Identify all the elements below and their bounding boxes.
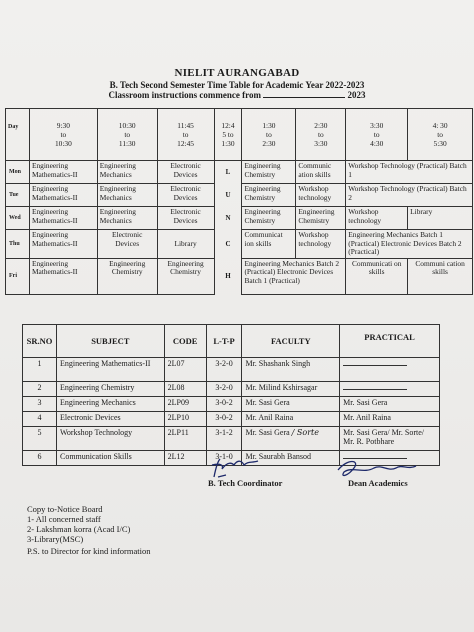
table-row bbox=[23, 358, 440, 382]
day-label: Tue bbox=[6, 184, 30, 207]
slot-end: 12:45 bbox=[177, 139, 194, 148]
subject-code: 2LP11 bbox=[164, 427, 206, 451]
class-cell: Library bbox=[408, 207, 473, 230]
class-cell: Library bbox=[157, 230, 214, 259]
class-cell: Electronic Devices bbox=[97, 230, 157, 259]
col-code: CODE bbox=[164, 325, 206, 358]
sr-no: 6 bbox=[23, 451, 57, 466]
slot-header-3 bbox=[157, 109, 214, 161]
lunch-letter: C bbox=[214, 230, 242, 259]
blank-line bbox=[343, 359, 407, 366]
subject-header-row bbox=[23, 325, 440, 358]
sr-no: 3 bbox=[23, 397, 57, 412]
slot-to: to bbox=[182, 130, 189, 139]
slot-start: 12:4 bbox=[221, 121, 235, 130]
subject-name: Electronic Devices bbox=[56, 412, 164, 427]
dean-label: Dean Academics bbox=[348, 478, 408, 488]
slot-start: 1:30 bbox=[262, 121, 276, 130]
ltp: 3-2-0 bbox=[206, 382, 242, 397]
slot-end: 2:30 bbox=[262, 139, 276, 148]
class-cell: Engineering Chemistry bbox=[97, 258, 157, 294]
subject-name: Engineering Mathematics-II bbox=[56, 358, 164, 382]
lunch-letter: N bbox=[214, 207, 242, 230]
slot-header-8 bbox=[408, 109, 473, 161]
lunch-letter: U bbox=[214, 184, 242, 207]
faculty: Mr. Milind Kshirsagar bbox=[242, 382, 340, 397]
faculty: Mr. Saurabh Bansod bbox=[242, 451, 340, 466]
slot-start: 2:30 bbox=[314, 121, 328, 130]
sr-no: 4 bbox=[23, 412, 57, 427]
class-cell: Engineering Chemistry bbox=[242, 184, 296, 207]
faculty: Mr. Sasi Gera bbox=[242, 397, 340, 412]
subject-code: 2L07 bbox=[164, 358, 206, 382]
table-row bbox=[23, 382, 440, 397]
class-cell: Engineering Chemistry bbox=[157, 258, 214, 294]
col-practical: PRACTICAL bbox=[340, 325, 440, 358]
class-cell: Engineering Mechanics bbox=[97, 161, 157, 184]
instructions-year: 2023 bbox=[347, 90, 366, 100]
class-cell: Workshop technology bbox=[296, 230, 346, 259]
col-srno: SR.NO bbox=[23, 325, 57, 358]
class-cell: Engineering Mechanics bbox=[97, 184, 157, 207]
slot-end: 3:30 bbox=[314, 139, 328, 148]
practical: Mr. Anil Raina bbox=[340, 412, 440, 427]
dean-signature bbox=[334, 456, 424, 480]
col-subject: SUBJECT bbox=[56, 325, 164, 358]
slot-to: to bbox=[266, 130, 272, 139]
practical: Mr. Sasi Gera/ Mr. Sorte/ Mr. R. Potbhare bbox=[340, 427, 440, 451]
instructions-prefix: Classroom instructions commence from bbox=[108, 90, 261, 100]
slot-to: to bbox=[437, 130, 443, 139]
class-cell: Workshop technology bbox=[296, 184, 346, 207]
practical: Mr. Sasi Gera bbox=[340, 397, 440, 412]
class-cell: Engineering Chemistry bbox=[242, 161, 296, 184]
slot-start: 3:30 bbox=[370, 121, 384, 130]
class-cell: Workshop Technology (Practical) Batch 2 bbox=[346, 184, 473, 207]
copy-to-heading: Copy to-Notice Board bbox=[27, 504, 103, 514]
faculty-name: Mr. Sasi Gera bbox=[245, 428, 290, 437]
subject-code: 2L08 bbox=[164, 382, 206, 397]
institute-name: NIELIT AURANGABAD bbox=[174, 67, 300, 79]
col-faculty: FACULTY bbox=[242, 325, 340, 358]
day-header: Day bbox=[6, 109, 30, 161]
subject-name: Workshop Technology bbox=[56, 427, 164, 451]
day-label: Thu bbox=[6, 230, 30, 259]
timetable-header-row bbox=[6, 109, 473, 161]
class-cell: Communic ation skills bbox=[296, 161, 346, 184]
class-cell: Electronic Devices bbox=[157, 207, 214, 230]
timetable-row-wed bbox=[6, 207, 473, 230]
timetable bbox=[5, 108, 473, 295]
table-row bbox=[23, 397, 440, 412]
slot-end: 5:30 bbox=[433, 139, 447, 148]
ltp: 3-2-0 bbox=[206, 358, 242, 382]
blank-line bbox=[343, 383, 407, 390]
timetable-row-tue bbox=[6, 184, 473, 207]
slot-header-2 bbox=[97, 109, 157, 161]
lunch-letter: H bbox=[214, 258, 242, 294]
faculty: Mr. Anil Raina bbox=[242, 412, 340, 427]
ps-line: P.S. to Director for kind information bbox=[27, 546, 151, 556]
ltp: 3-1-2 bbox=[206, 427, 242, 451]
class-cell: Engineering Mechanics Batch 1 (Practical) Electronic Devices Batch 2 (Practical) bbox=[346, 230, 473, 259]
copy-to-line: 3-Library(MSC) bbox=[27, 534, 84, 544]
slot-header-lunch bbox=[214, 109, 242, 161]
slot-start: 4: 30 bbox=[432, 121, 448, 130]
slot-header-7 bbox=[346, 109, 408, 161]
slot-to: to bbox=[60, 130, 67, 139]
sr-no: 5 bbox=[23, 427, 57, 451]
slot-to: to bbox=[124, 130, 131, 139]
day-label: Fri bbox=[6, 258, 30, 294]
slot-start: 9:30 bbox=[56, 121, 70, 130]
slot-to: 5 to bbox=[222, 130, 234, 139]
slot-end: 10:30 bbox=[54, 139, 72, 148]
slot-end: 11:30 bbox=[118, 139, 136, 148]
subject-name: Communication Skills bbox=[56, 451, 164, 466]
sr-no: 2 bbox=[23, 382, 57, 397]
slot-to: to bbox=[317, 130, 324, 139]
day-label: Mon bbox=[6, 161, 30, 184]
class-cell: Engineering Mechanics bbox=[97, 207, 157, 230]
copy-to-line: 2- Lakshman korra (Acad I/C) bbox=[27, 524, 131, 534]
class-cell: Engineering Mathematics-II bbox=[29, 258, 97, 294]
ltp: 3-0-2 bbox=[206, 397, 242, 412]
col-ltp: L-T-P bbox=[206, 325, 242, 358]
class-cell: Engineering Mathematics-II bbox=[29, 161, 97, 184]
faculty: Mr. Shashank Singh bbox=[242, 358, 340, 382]
class-cell: Engineering Mathematics-II bbox=[29, 207, 97, 230]
table-row bbox=[23, 427, 440, 451]
coordinator-label: B. Tech Coordinator bbox=[208, 478, 283, 488]
subject-name: Engineering Mechanics bbox=[56, 397, 164, 412]
class-cell: Engineering Mechanics Batch 2 (Practical) Electronic Devices Batch 1 (Practical) bbox=[242, 258, 346, 294]
slot-to: to bbox=[373, 130, 380, 139]
subject-name: Engineering Chemistry bbox=[56, 382, 164, 397]
slot-start: 11:45 bbox=[177, 121, 194, 130]
instructions-line bbox=[0, 90, 474, 101]
class-cell: Workshop technology bbox=[346, 207, 408, 230]
timetable-row-mon bbox=[6, 161, 473, 184]
sr-no: 1 bbox=[23, 358, 57, 382]
practical bbox=[340, 382, 440, 397]
copy-to-line: 1- All concerned staff bbox=[27, 514, 101, 524]
class-cell: Engineering Mathematics-II bbox=[29, 184, 97, 207]
lunch-letter: L bbox=[214, 161, 242, 184]
slot-end: 1:30 bbox=[221, 139, 235, 148]
table-row bbox=[23, 412, 440, 427]
slot-header-6 bbox=[296, 109, 346, 161]
timetable-title: B. Tech Second Semester Time Table for Academic Year 2022-2023 bbox=[109, 80, 365, 90]
class-cell: Engineering Chemistry bbox=[242, 207, 296, 230]
subject-code: 2LP10 bbox=[164, 412, 206, 427]
subject-code: 2L12 bbox=[164, 451, 206, 466]
class-cell: Electronic Devices bbox=[157, 184, 214, 207]
ltp: 3-1-0 bbox=[206, 451, 242, 466]
timetable-row-thu bbox=[6, 230, 473, 259]
class-cell: Engineering Chemistry bbox=[296, 207, 346, 230]
faculty bbox=[242, 427, 340, 451]
practical bbox=[340, 358, 440, 382]
class-cell: Communicati on skills bbox=[346, 258, 408, 294]
class-cell: Engineering Mathematics-II bbox=[29, 230, 97, 259]
slot-header-5 bbox=[242, 109, 296, 161]
subject-code: 2LP09 bbox=[164, 397, 206, 412]
day-label: Wed bbox=[6, 207, 30, 230]
class-cell: Workshop Technology (Practical) Batch 1 bbox=[346, 161, 473, 184]
class-cell: Communi cation skills bbox=[408, 258, 473, 294]
class-cell: Communicat ion skills bbox=[242, 230, 296, 259]
timetable-row-fri bbox=[6, 258, 473, 294]
class-cell: Electronic Devices bbox=[157, 161, 214, 184]
handwritten-note: / Sorte bbox=[291, 428, 319, 437]
slot-end: 4:30 bbox=[370, 139, 384, 148]
date-blank bbox=[263, 90, 345, 98]
subject-table bbox=[22, 324, 440, 466]
slot-start: 10:30 bbox=[118, 121, 136, 130]
slot-header-1 bbox=[29, 109, 97, 161]
ltp: 3-0-2 bbox=[206, 412, 242, 427]
